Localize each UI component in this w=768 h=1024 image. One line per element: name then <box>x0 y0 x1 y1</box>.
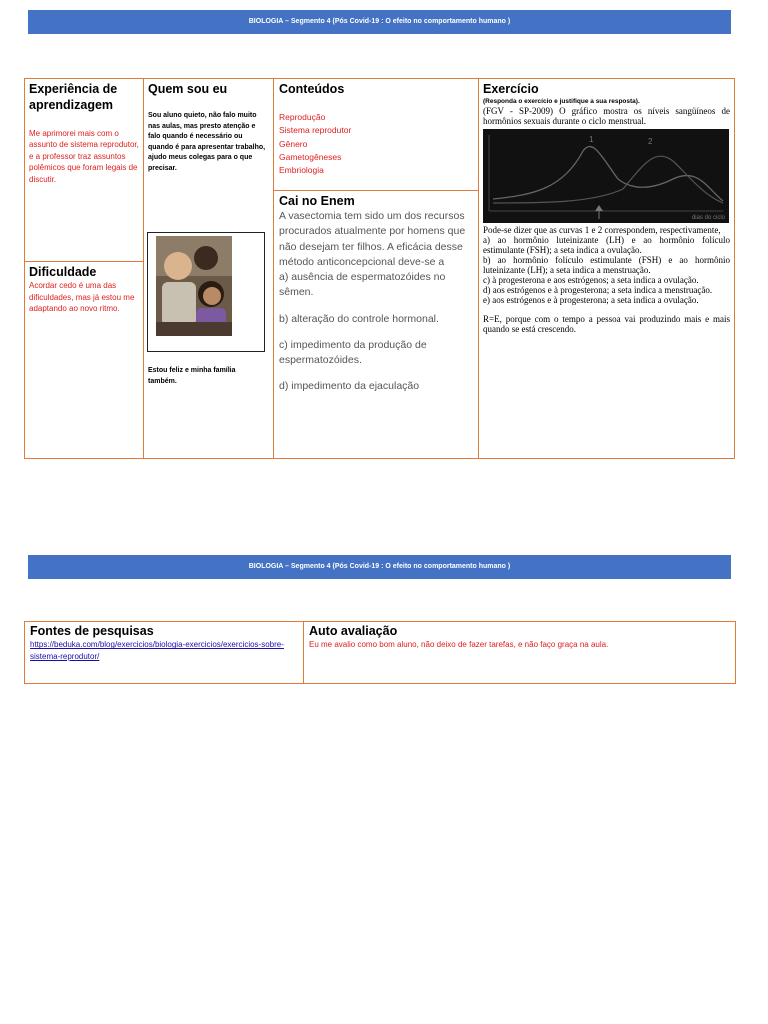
fontes-link[interactable]: https://beduka.com/blog/exercicios/biologia-exercicios/exercicios-sobre-sistema-reprodutor/ <box>30 640 284 661</box>
exercicio-option-d: d) aos estrógenos e à progesterona; a seta indica a menstruação. <box>483 284 713 295</box>
fontes-title: Fontes de pesquisas <box>30 624 154 638</box>
exercicio-option-b: b) ao hormônio folículo estimulante (FSH) e ao hormônio luteinizante (LH); a seta indica a menstruação. <box>483 254 730 275</box>
auto-cell <box>303 621 736 684</box>
exercicio-answer: R=E, porque com o tempo a pessoa vai produzindo mais e mais quando se está crescendo. <box>483 314 730 335</box>
exercicio-prompt: (FGV - SP-2009) O gráfico mostra os níveis sangüíneos de hormônios sexuais durante o ciclo menstrual. <box>483 106 730 127</box>
enem-option-a: a) ausência de espermatozóides no sêmen. <box>279 271 446 299</box>
family-photo <box>156 236 232 336</box>
conteudo-item: Reprodução <box>279 112 326 123</box>
conteudos-list <box>279 111 473 177</box>
enem-option-b: b) alteração do controle hormonal. <box>279 312 439 325</box>
experiencia-title: Experiência de aprendizagem <box>29 82 118 113</box>
exercicio-instruction: (Responda o exercício e justifique a sua resposta). <box>483 98 640 106</box>
conteudo-item: Embriologia <box>279 164 324 175</box>
graph-curves <box>483 129 729 223</box>
enem-option-c: c) impedimento da produção de espermatozóides. <box>279 338 427 366</box>
quem-sou-cell <box>143 78 274 459</box>
exercicio-option-a: a) ao hormônio luteinizante (LH) e ao hormônio folículo estimulante (FSH); a seta indica a ovulação. <box>483 234 730 255</box>
experiencia-cell <box>24 78 144 262</box>
conteudos-title: Conteúdos <box>279 82 345 96</box>
graph-label-2: 2 <box>648 136 653 146</box>
enem-option-d: d) impedimento da ejaculação <box>279 380 420 393</box>
conteudo-item: Gametogêneses <box>279 151 342 162</box>
conteudos-cell <box>273 78 479 191</box>
dificuldade-title: Dificuldade <box>29 265 97 279</box>
quem-sou-text: Sou aluno quieto, não falo muito nas aulas, mas presto atenção e falo quando é necessário ou quando é para apresentar trabalho, ajudo meus colegas para o que precisar. <box>148 112 266 172</box>
photo-caption: Estou feliz e minha família também. <box>148 367 236 385</box>
enem-question: A vasectomia tem sido um dos recursos procurados atualmente por homens que não desejam ter filhos. A eficácia desse método anticoncepcional deve-se a <box>279 210 466 268</box>
auto-text: Eu me avalio como bom aluno, não deixo de fazer tarefas, e não faço graça na aula. <box>309 640 609 650</box>
dificuldade-text: Acordar cedo é uma das dificuldades, mas já estou me adaptando ao novo ritmo. <box>29 281 135 314</box>
exercicio-option-e: e) aos estrógenos e à progesterona; a seta indica a ovulação. <box>483 295 699 306</box>
conteudo-item: Gênero <box>279 138 308 149</box>
graph-label-1: 1 <box>589 134 594 144</box>
enem-cell <box>273 190 479 459</box>
exercicio-option-c: c) à progesterona e aos estrógenos; a seta indica a ovulação. <box>483 274 699 285</box>
hormone-graph <box>483 129 729 223</box>
conteudo-item: Sistema reprodutor <box>279 125 352 136</box>
auto-title: Auto avaliação <box>309 624 398 638</box>
experiencia-text: Me aprimorei mais com o assunto de sistema reprodutor, e a professor traz assuntos polêmicos que foram legais de discutir. <box>29 128 139 184</box>
photo-frame <box>147 232 265 352</box>
dificuldade-cell <box>24 261 144 459</box>
top-banner: BIOLOGIA – Segmento 4 (Pós Covid-19 : O efeito no comportamento humano ) <box>28 10 731 34</box>
exercicio-cell <box>478 78 735 459</box>
enem-title: Cai no Enem <box>279 194 355 208</box>
bottom-banner: BIOLOGIA – Segmento 4 (Pós Covid-19 : O efeito no comportamento humano ) <box>28 555 731 579</box>
exercicio-question: Pode-se dizer que as curvas 1 e 2 correspondem, respectivamente, <box>483 224 721 235</box>
graph-axis-label: dias do ciclo <box>691 214 725 221</box>
fontes-cell <box>24 621 304 684</box>
quem-sou-title: Quem sou eu <box>148 82 228 96</box>
exercicio-title: Exercício <box>483 82 539 96</box>
